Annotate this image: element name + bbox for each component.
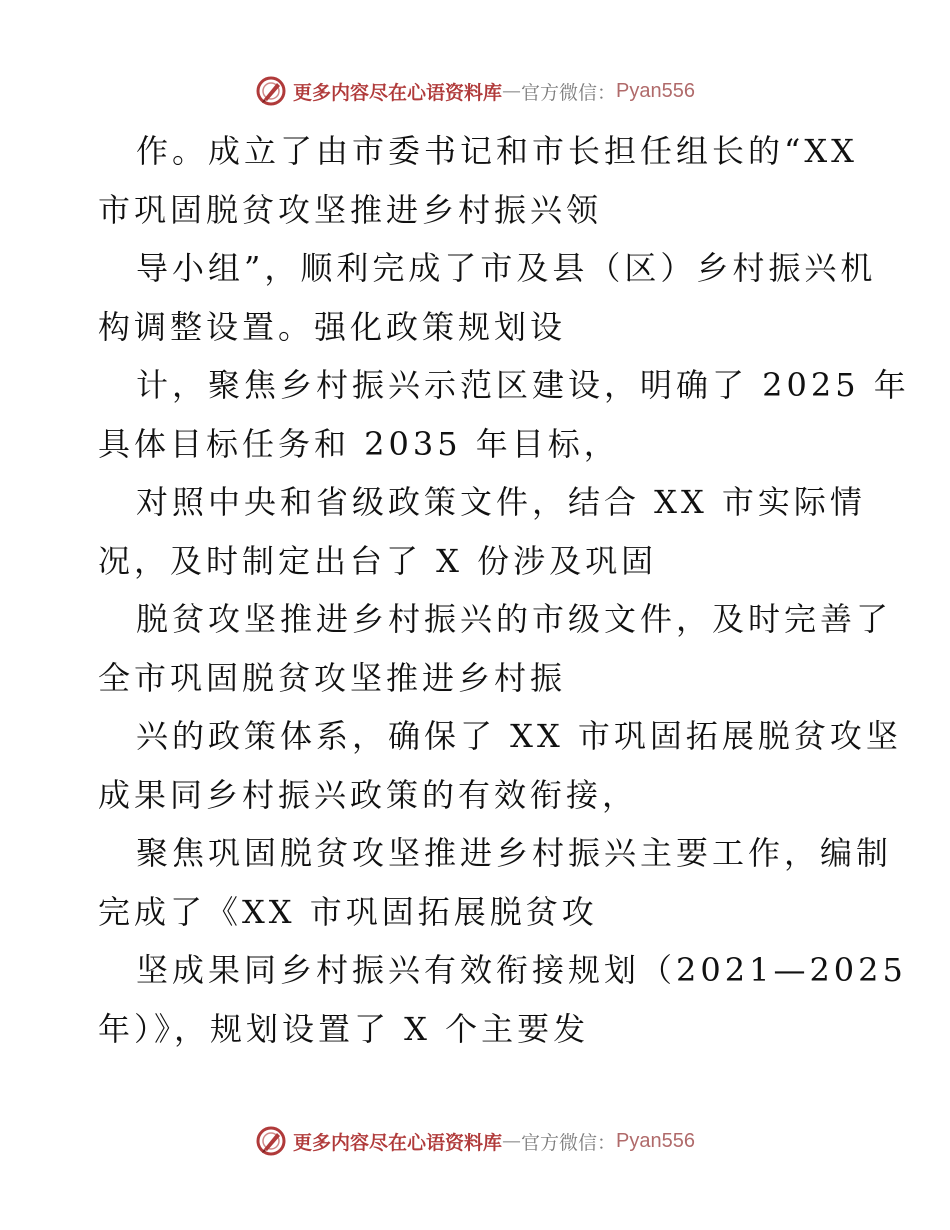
text-line: 兴的政策体系，确保了 XX 市巩固拓展脱贫攻坚 — [136, 717, 902, 755]
document-body — [98, 122, 910, 1058]
brand-text: 更多内容尽在心语资料库 — [293, 81, 503, 104]
text-line: 作。成立了由市委书记和市长担任组长的“XX — [136, 132, 858, 170]
text-line: 年）》，规划设置了 X 个主要发 — [98, 1009, 590, 1048]
header-watermark-banner — [0, 71, 950, 111]
footer-watermark-banner — [0, 1121, 950, 1161]
brand-text: 更多内容尽在心语资料库 — [293, 1131, 503, 1154]
text-line: 况，及时制定出台了 X 份涉及巩固 — [98, 541, 658, 580]
contact-label: 官方微信： — [521, 81, 617, 104]
text-line: 坚成果同乡村振兴有效衔接规划（2021—2025 — [136, 951, 907, 989]
contact-id: Pyan556 — [616, 79, 695, 102]
text-line: 聚焦巩固脱贫攻坚推进乡村振兴主要工作，编制 — [136, 834, 893, 872]
text-line: 具体目标任务和 2035 年目标， — [98, 424, 620, 463]
text-line: 对照中央和省级政策文件，结合 XX 市实际情 — [136, 483, 866, 521]
text-line: 成果同乡村振兴政策的有效衔接， — [98, 775, 639, 814]
text-line: 市巩固脱贫攻坚推进乡村振兴领 — [98, 190, 603, 229]
text-line: 全市巩固脱贫攻坚推进乡村振 — [98, 658, 567, 697]
text-line: 完成了《XX 市巩固拓展脱贫攻 — [98, 892, 598, 931]
text-line: 脱贫攻坚推进乡村振兴的市级文件，及时完善了 — [136, 600, 893, 638]
separator-dash: — — [502, 80, 522, 102]
separator-dash: — — [502, 1130, 522, 1152]
text-line: 构调整设置。强化政策规划设 — [98, 307, 567, 346]
quill-circle-icon — [255, 75, 287, 107]
quill-circle-icon — [255, 1125, 287, 1157]
text-line: 导小组”，顺利完成了市及县（区）乡村振兴机 — [136, 249, 877, 287]
text-line: 计，聚焦乡村振兴示范区建设，明确了 2025 年 — [136, 366, 910, 404]
contact-label: 官方微信： — [521, 1131, 617, 1154]
contact-id: Pyan556 — [616, 1129, 695, 1152]
